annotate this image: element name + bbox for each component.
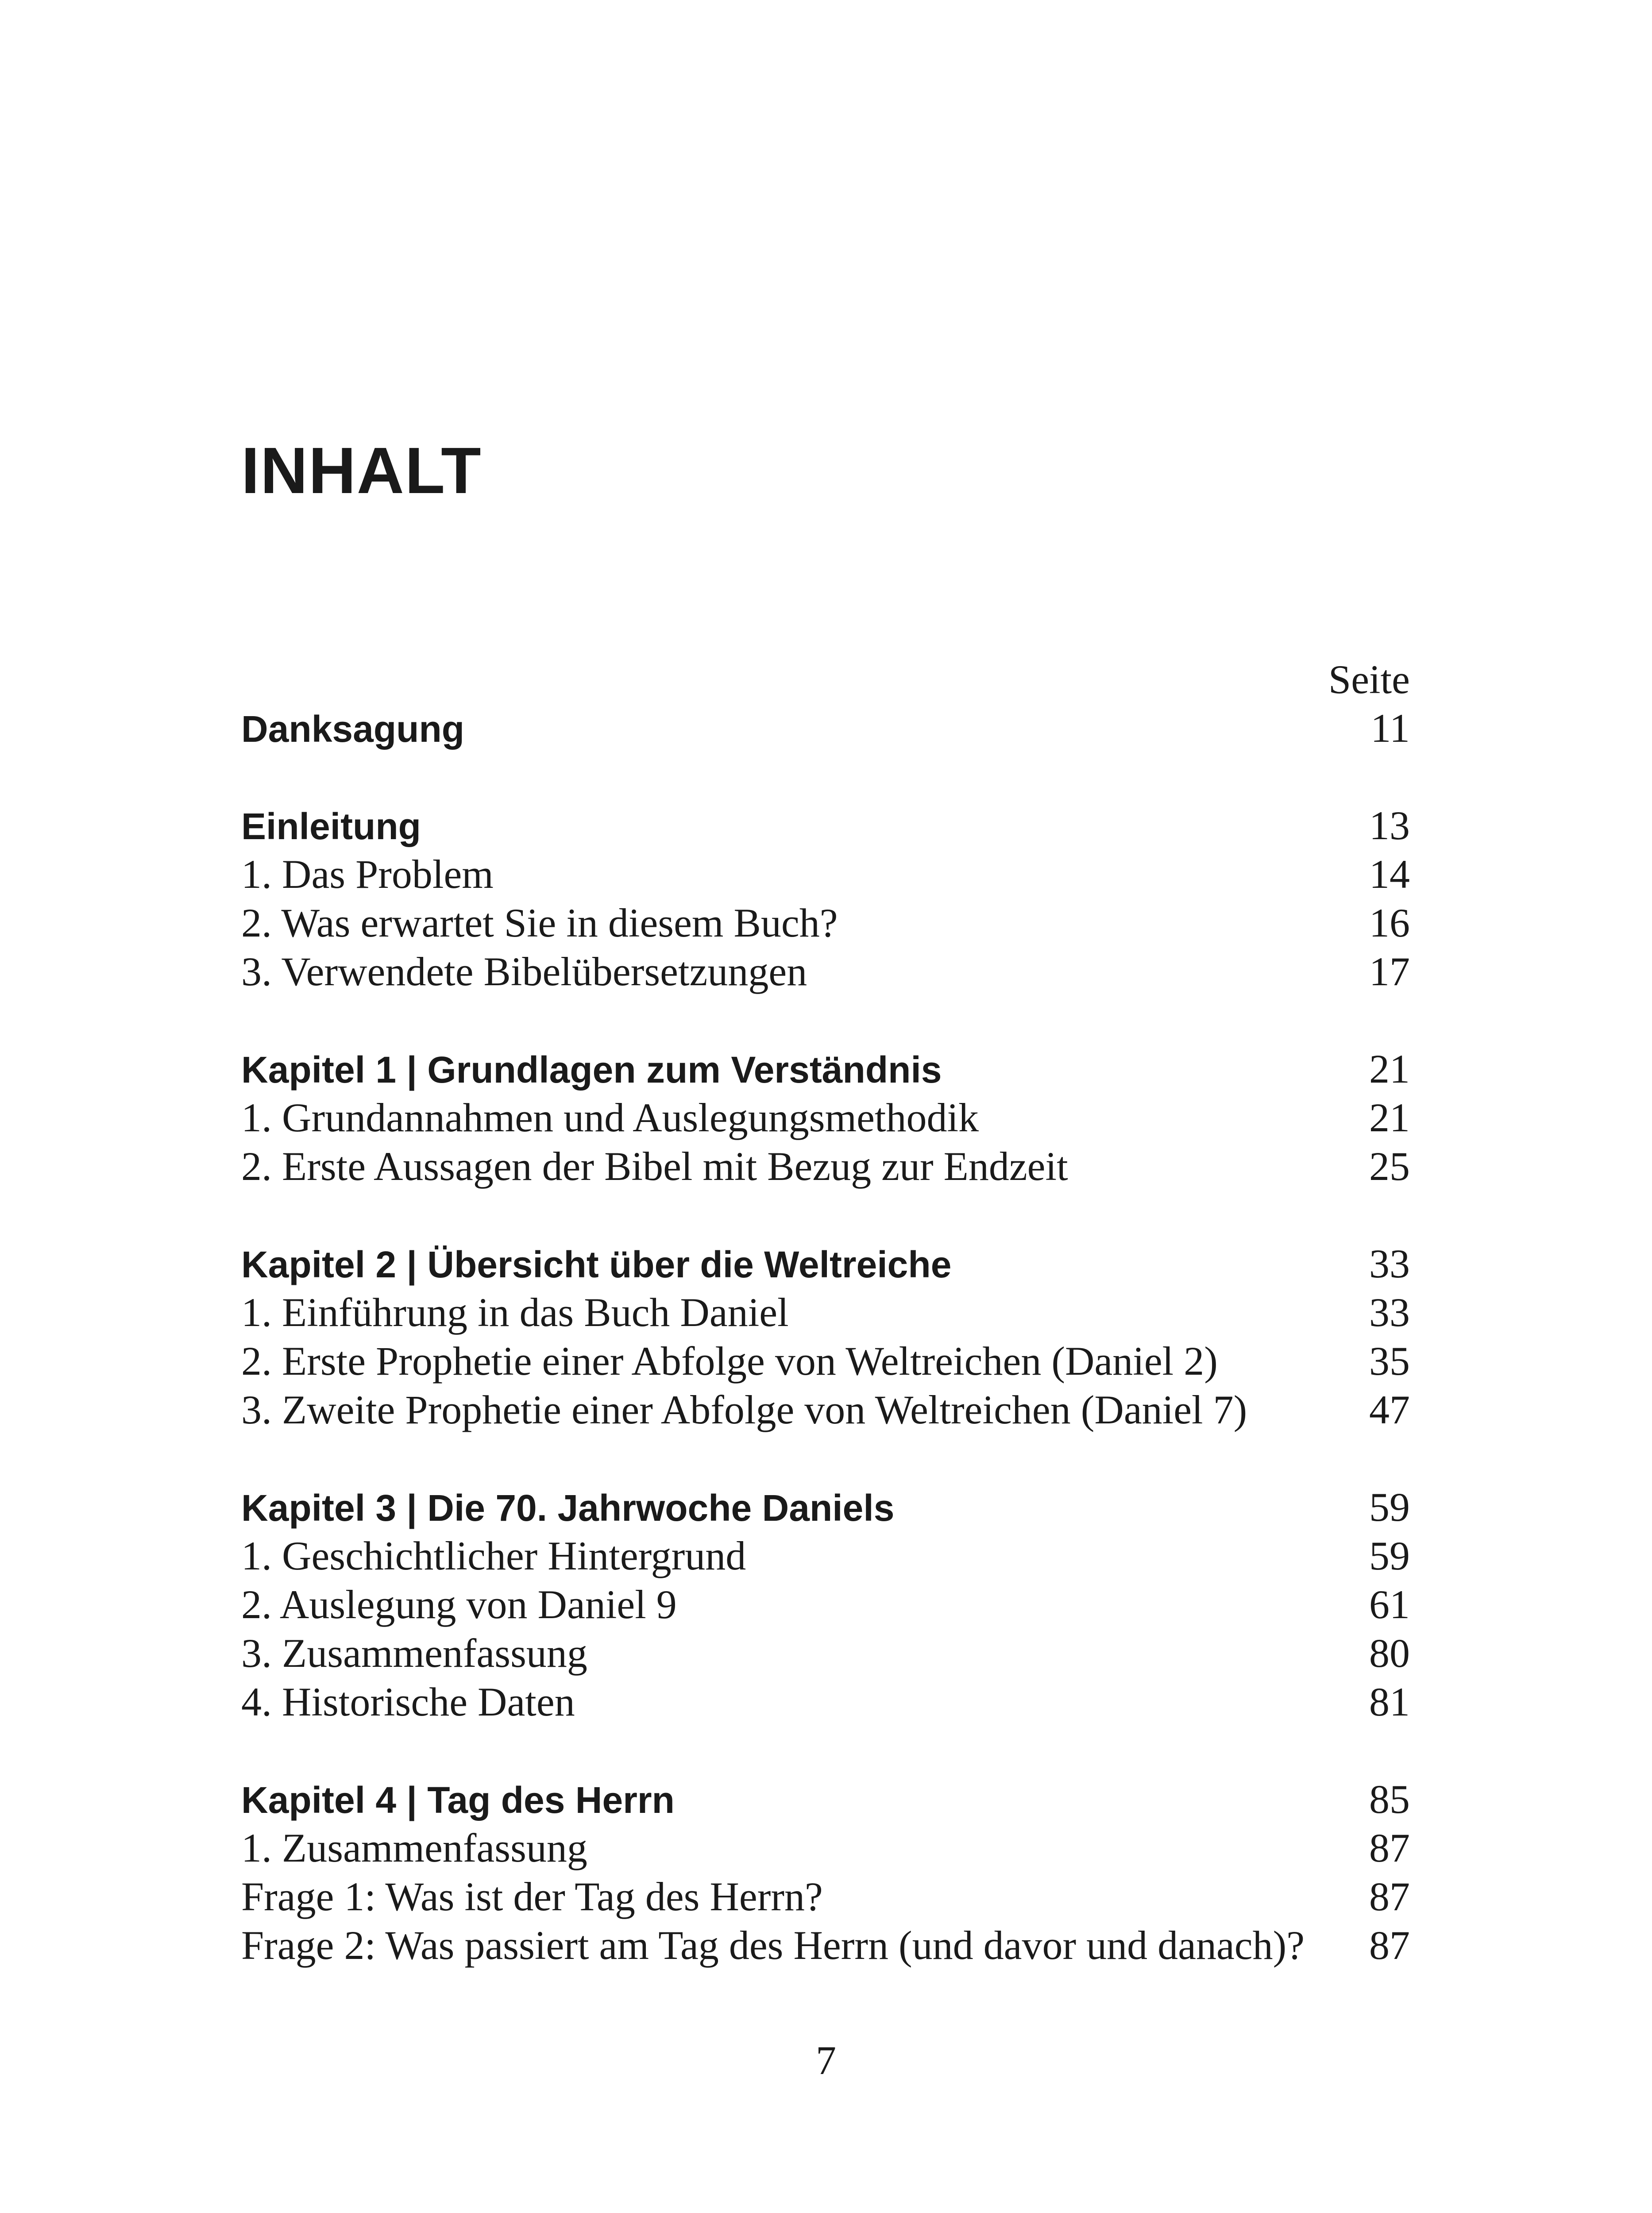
toc-chapter-heading	[241, 1045, 1410, 1093]
toc-entry	[241, 1824, 1410, 1872]
entry-title: 4. Historische Daten	[241, 1679, 575, 1724]
chapter-title: Danksagung	[241, 708, 465, 750]
toc-entry	[241, 1531, 1410, 1580]
toc-entry	[241, 1580, 1410, 1629]
entry-title: 1. Grundannahmen und Auslegungsmethodik	[241, 1095, 979, 1140]
page-ref: 13	[1369, 803, 1410, 848]
entry-title: 2. Erste Aussagen der Bibel mit Bezug zur Endzeit	[241, 1144, 1068, 1189]
toc-section	[241, 704, 1410, 752]
toc-entry	[241, 898, 1410, 947]
page-ref: 80	[1369, 1631, 1410, 1676]
toc-chapter-heading	[241, 1775, 1410, 1824]
toc-entry	[241, 1093, 1410, 1142]
entry-title: 2. Was erwartet Sie in diesem Buch?	[241, 900, 838, 945]
page-ref: 47	[1369, 1387, 1410, 1432]
toc-entry	[241, 1288, 1410, 1337]
page-ref: 87	[1369, 1923, 1410, 1968]
page-ref: 87	[1369, 1874, 1410, 1919]
page-ref: 33	[1369, 1241, 1410, 1286]
page-ref: 25	[1369, 1144, 1410, 1189]
page-title: INHALT	[241, 434, 482, 507]
entry-title: 1. Zusammenfassung	[241, 1825, 587, 1870]
chapter-title: Einleitung	[241, 806, 421, 847]
toc-section	[241, 1239, 1410, 1434]
page-ref: 59	[1369, 1484, 1410, 1530]
entry-title: Frage 1: Was ist der Tag des Herrn?	[241, 1874, 823, 1919]
toc-entry	[241, 1629, 1410, 1677]
entry-title: 3. Verwendete Bibelübersetzungen	[241, 949, 807, 994]
seite-column-header: Seite	[1328, 657, 1410, 702]
toc-entry	[241, 1142, 1410, 1191]
toc-chapter-heading	[241, 801, 1410, 850]
table-of-contents	[241, 655, 1410, 1970]
toc-entry	[241, 1677, 1410, 1726]
page-ref: 81	[1369, 1679, 1410, 1724]
chapter-title: Kapitel 2 | Übersicht über die Weltreiche	[241, 1244, 952, 1285]
entry-title: Frage 2: Was passiert am Tag des Herrn (und davor und danach)?	[241, 1923, 1305, 1968]
page-ref: 11	[1370, 706, 1410, 751]
page-number: 7	[816, 2038, 836, 2083]
entry-title: 2. Erste Prophetie einer Abfolge von Weltreichen (Daniel 2)	[241, 1338, 1218, 1384]
toc-entry	[241, 1921, 1410, 1970]
page-ref: 87	[1369, 1825, 1410, 1870]
page-ref: 85	[1369, 1777, 1410, 1822]
page-ref: 17	[1369, 949, 1410, 994]
page-ref: 16	[1369, 900, 1410, 945]
page-ref: 33	[1369, 1290, 1410, 1335]
chapter-title: Kapitel 3 | Die 70. Jahrwoche Daniels	[241, 1487, 895, 1529]
toc-chapter-heading	[241, 704, 1410, 752]
toc-entry	[241, 850, 1410, 898]
entry-title: 3. Zweite Prophetie einer Abfolge von Weltreichen (Daniel 7)	[241, 1387, 1247, 1432]
toc-entry	[241, 947, 1410, 996]
page-ref: 21	[1369, 1046, 1410, 1091]
toc-chapter-heading	[241, 1239, 1410, 1288]
chapter-title: Kapitel 4 | Tag des Herrn	[241, 1779, 675, 1821]
page-ref: 35	[1369, 1338, 1410, 1384]
toc-entry	[241, 1872, 1410, 1921]
page-ref: 61	[1369, 1582, 1410, 1627]
toc-entry	[241, 1337, 1410, 1385]
toc-entry	[241, 1385, 1410, 1434]
toc-sections	[241, 704, 1410, 1970]
entry-title: 1. Einführung in das Buch Daniel	[241, 1290, 789, 1335]
toc-section	[241, 801, 1410, 996]
toc-section	[241, 1483, 1410, 1726]
toc-section	[241, 1045, 1410, 1191]
toc-chapter-heading	[241, 1483, 1410, 1531]
page-ref: 14	[1369, 852, 1410, 897]
page-ref: 21	[1369, 1095, 1410, 1140]
entry-title: 3. Zusammenfassung	[241, 1631, 587, 1676]
entry-title: 2. Auslegung von Daniel 9	[241, 1582, 677, 1627]
chapter-title: Kapitel 1 | Grundlagen zum Verständnis	[241, 1049, 942, 1091]
toc-section	[241, 1775, 1410, 1970]
entry-title: 1. Geschichtlicher Hintergrund	[241, 1533, 746, 1578]
entry-title: 1. Das Problem	[241, 852, 494, 897]
page-ref: 59	[1369, 1533, 1410, 1578]
